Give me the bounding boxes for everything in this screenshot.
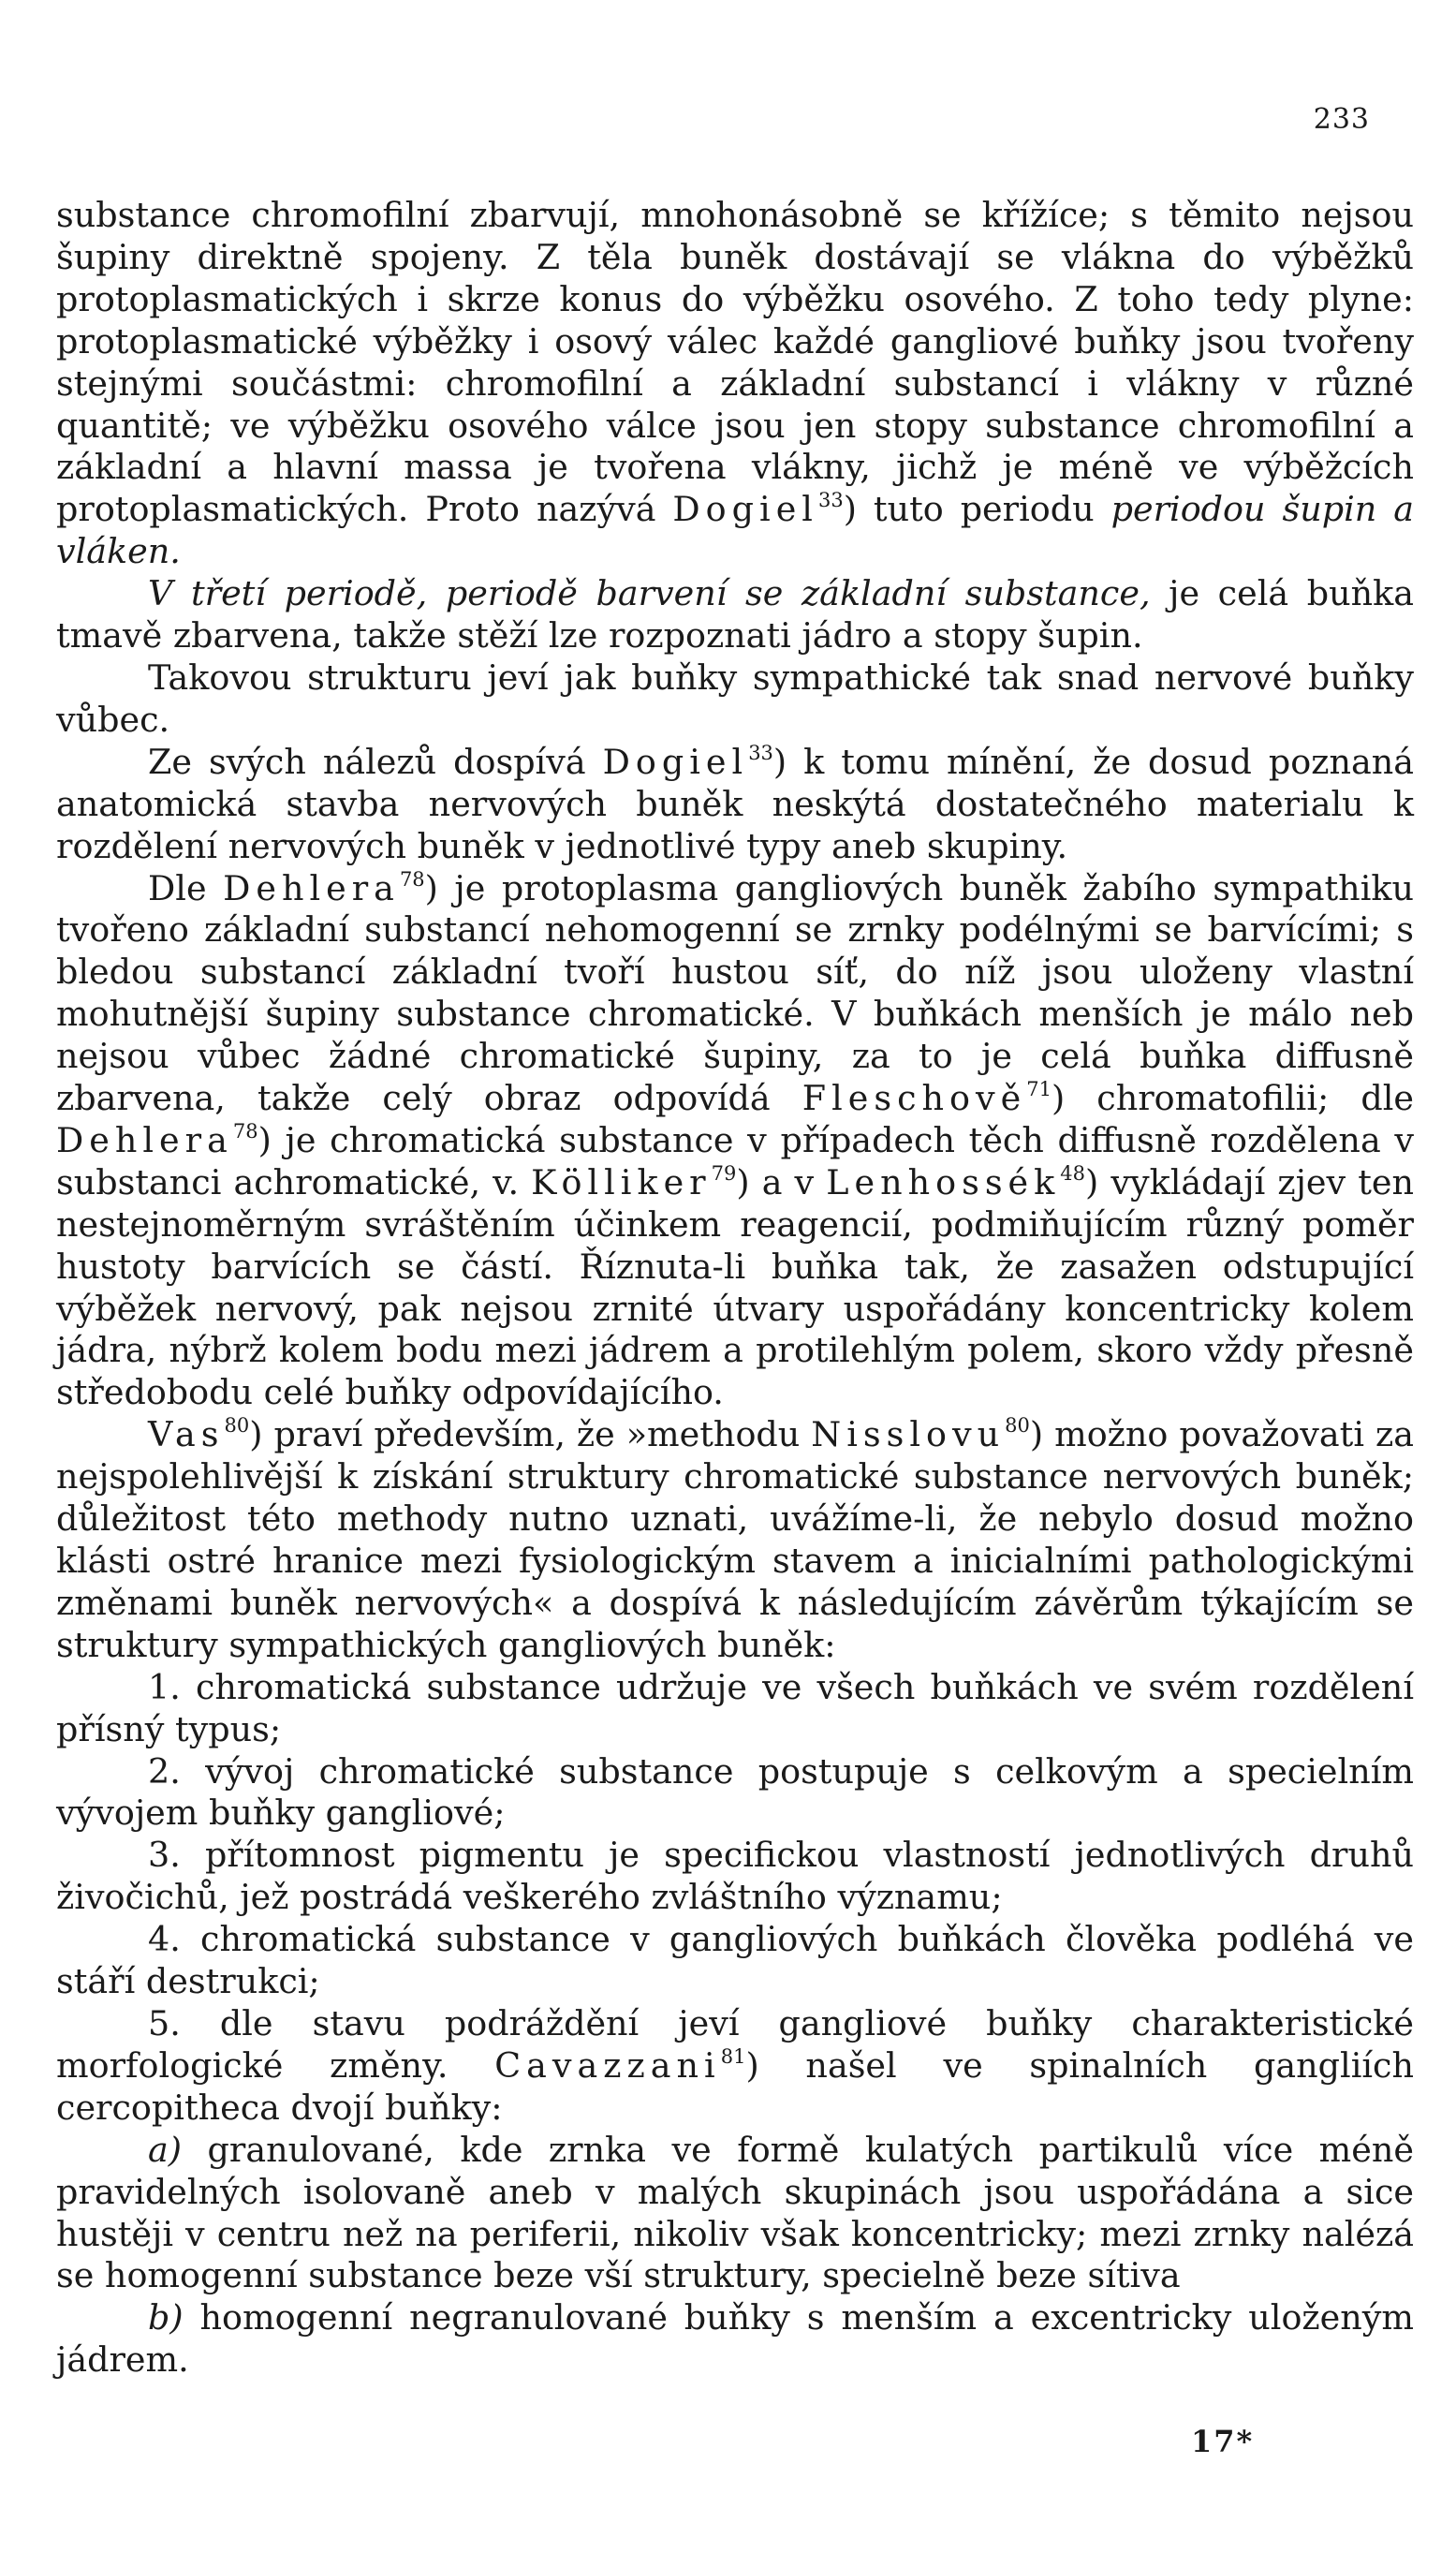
- author-name: Dogiel: [602, 741, 749, 782]
- p5-text-6: ) vykládají zjev ten nestejnoměrným svráštěním účinkem reagencií, podmiňujícím různý poměr hustoty barvících se částí. Říznuta-li buňka tak, že zasažen odstupující výběžek nervový, pak nejsou zrnité útvary uspořádány koncentricky kolem jádra, nýbrž kolem bodu mezi jádrem a protilehlým polem, skoro vždy přesně středobodu celé buňky odpovídajícího.: [56, 1161, 1414, 1413]
- paragraph-3: [56, 657, 1414, 742]
- citation-ref: 80: [224, 1414, 250, 1438]
- citation-ref: 71: [1026, 1078, 1052, 1101]
- sub-b-text: homogenní negranulované buňky s menším a excentricky uloženým jádrem.: [56, 2297, 1414, 2381]
- author-name: Dehlera: [223, 867, 400, 908]
- citation-ref: 78: [399, 867, 425, 891]
- citation-ref: 80: [1005, 1414, 1030, 1438]
- sub-a-text: granulované, kde zrnka ve formě kulatých partikulů více méně pravidelných isolovaně aneb v malých skupinách jsou uspořádána a sice hustěji v centru než na periferii, nikoliv však koncentricky; mezi zrnky nalézá se homogenní substance beze vší struktury, specielně beze sítiva: [56, 2129, 1414, 2296]
- paragraph-5: [56, 868, 1414, 1415]
- sub-item-a: [56, 2130, 1414, 2298]
- paragraph-6: [56, 1414, 1414, 1666]
- citation-ref: 33: [748, 741, 773, 764]
- p2-text: je celá buňka tmavě zbarvena, takže stěží lze rozpoznati jádro a stopy šupin.: [56, 573, 1414, 656]
- p5-text-1: Dle: [148, 867, 207, 908]
- p5-text-3: ) chromatofilii; dle: [1051, 1078, 1414, 1119]
- citation-ref: 33: [817, 489, 844, 512]
- p4-text-2: ) k tomu mínění, že dosud poznaná anatomická stavba nervových buněk neskýtá dostatečného materialu k rozdělení nervových buněk v jednotlivé typy aneb skupiny.: [56, 741, 1415, 866]
- body-text: [56, 195, 1414, 2382]
- citation-ref: 79: [711, 1161, 737, 1185]
- author-name: Dogiel: [672, 489, 818, 530]
- paragraph-2: [56, 573, 1414, 657]
- item5-text-1: 5. dle stavu podráždění jeví gangliové buňky charakteristické morfologické změny.: [56, 2002, 1414, 2086]
- author-name: Lenhossék: [826, 1161, 1061, 1202]
- p5-text-4: ) je chromatická substance v případech těch diffusně rozdělena v substanci achromatické, v.: [56, 1119, 1414, 1202]
- p1-text-2: ) tuto periodu: [843, 489, 1095, 530]
- citation-ref: 48: [1060, 1161, 1086, 1185]
- sub-item-b: [56, 2297, 1414, 2382]
- p3-text: Takovou strukturu jeví jak buňky sympathické tak snad nervové buňky vůbec.: [56, 656, 1414, 740]
- paragraph-4: [56, 742, 1414, 868]
- list-item-2: 2. vývoj chromatické substance postupuje s celkovým a specielním vývojem buňky gangliové;: [56, 1750, 1414, 1834]
- author-name: Vas: [148, 1414, 225, 1455]
- signature-mark: 17*: [1191, 2424, 1255, 2459]
- citation-ref: 81: [720, 2044, 746, 2068]
- sub-item-label: a): [148, 2129, 183, 2170]
- author-name: Fleschově: [802, 1078, 1027, 1119]
- author-name: Nisslovu: [811, 1414, 1006, 1455]
- list-item-1: 1. chromatická substance udržuje ve všech buňkách ve svém rozdělení přísný typus;: [56, 1666, 1414, 1749]
- author-name: Dehlera: [56, 1119, 233, 1160]
- item5-text-2: ) našel ve spinalních gangliích cercopitheca dvojí buňky:: [56, 2044, 1414, 2128]
- paragraph-1: [56, 195, 1414, 573]
- p5-text-5: ) a v: [736, 1161, 815, 1202]
- list-item-4: 4. chromatická substance v gangliových buňkách člověka podléhá ve stáří destrukci;: [56, 1919, 1414, 2002]
- sub-item-label: b): [148, 2297, 184, 2338]
- list-item-3: 3. přítomnost pigmentu je specifickou vlastností jednotlivých druhů živočichů, jež postrádá veškerého zvláštního významu;: [56, 1835, 1414, 1918]
- page-number: 233: [1313, 103, 1370, 136]
- p1-text-1: substance chromofilní zbarvují, mnohonásobně se křížíce; s těmito nejsou šupiny direktně spojeny. Z těla buněk dostávají se vlákna do výběžků protoplasmatických i skrze konus do výběžku osového. Z toho tedy plyne: protoplasmatické výběžky i osový válec každé gangliové buňky jsou tvořeny stejnými součástmi: chromofilní a základní substancí i vlákny v různé quantitě; ve výběžku osového válce jsou jen stopy substance chromofilní a základní a hlavní massa je tvořena vlákny, jichž je méně ve výběžcích protoplasmatických. Proto nazývá: [56, 195, 1414, 530]
- p4-text-1: Ze svých nálezů dospívá: [148, 741, 586, 782]
- p5-text-2: ) je protoplasma gangliových buněk žabího sympathiku tvořeno základní substancí nehomogenní se zrnky podélnými se barvícími; s bledou substancí základní tvoří hustou síť, do níž jsou uloženy vlastní mohutnější šupiny substance chromatické. V buňkách menších je málo neb nejsou vůbec žádné chromatické šupiny, za to je celá buňka diffusně zbarvena, takže celý obraz odpovídá: [56, 867, 1414, 1119]
- list-item-5: [56, 2003, 1414, 2130]
- p6-text-1: ) praví především, že »methodu: [249, 1414, 801, 1455]
- author-name: Cavazzani: [494, 2044, 721, 2086]
- author-name: Kölliker: [531, 1161, 712, 1202]
- emphasis: V třetí periodě, periodě barvení se základní substance,: [148, 573, 1151, 614]
- emphasis: periodou šupin a vláken.: [56, 489, 1414, 572]
- p6-text-2: ) možno považovati za nejspolehlivější k získání struktury chromatické substance nervových buněk; důležitost této methody nutno uznati, uvážíme-li, že nebylo dosud možno klásti ostré hranice mezi fysiologickým stavem a inicialními pathologickými změnami buněk nervových« a dospívá k následujícím závěrům týkajícím se struktury sympathických gangliových buněk:: [56, 1414, 1414, 1665]
- citation-ref: 78: [232, 1119, 258, 1143]
